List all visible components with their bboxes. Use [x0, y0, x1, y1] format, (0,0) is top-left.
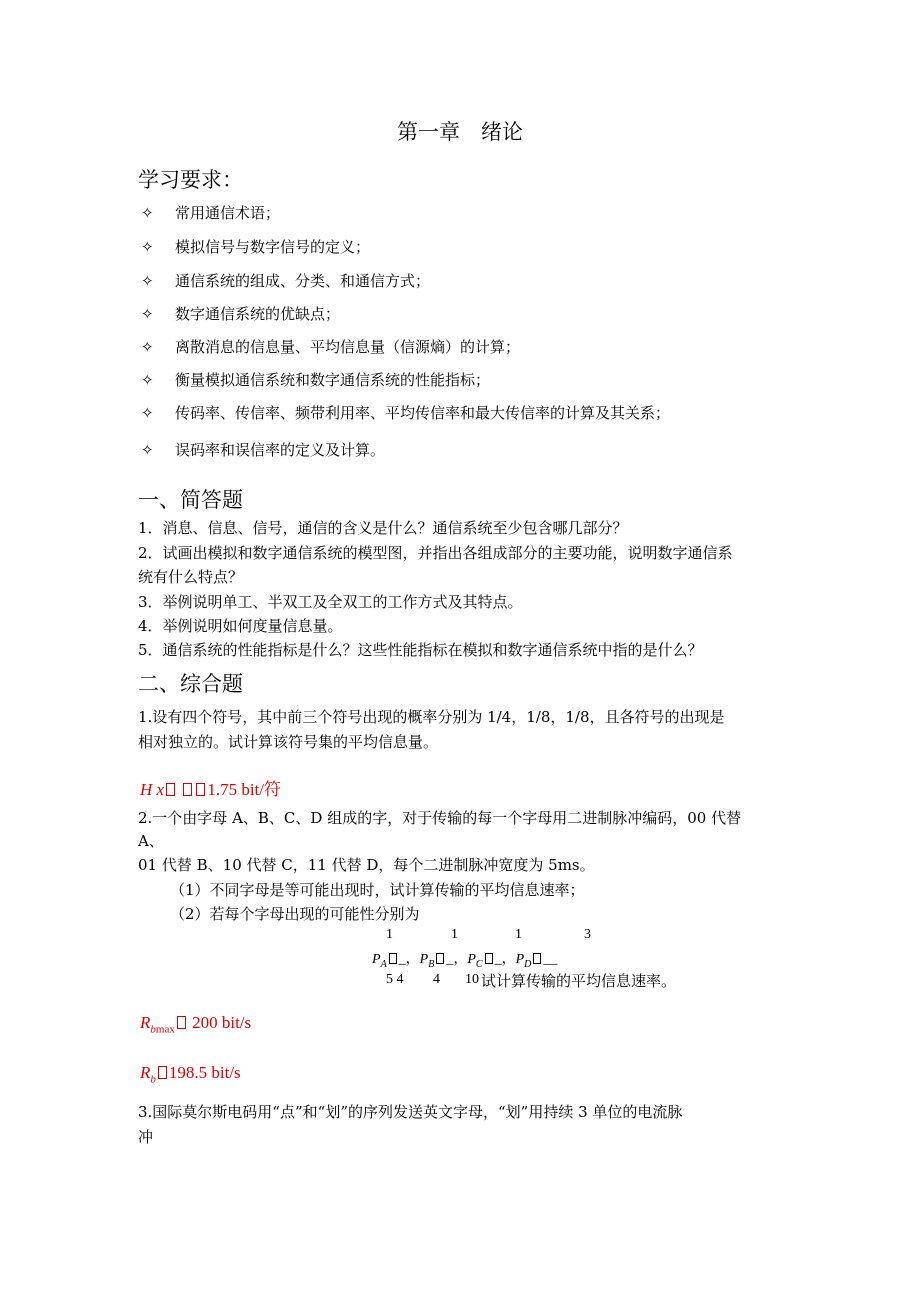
question-line: 3．举例说明单工、半双工及全双工的工作方式及其特点。 [138, 593, 523, 611]
question-line: （1）不同字母是等可能出现时，试计算传输的平均信息速率； [170, 881, 585, 899]
diamond-bullet-icon: ✧ [141, 272, 154, 290]
missing-glyph-icon [158, 1066, 167, 1079]
fraction-denominator: 10 [465, 972, 479, 987]
question-line: 统有什么特点？ [138, 568, 244, 586]
missing-glyph-icon [389, 953, 397, 964]
question-line: 2.一个由字母 A、B、C、D 组成的字，对于传输的每一个字母用二进制脉冲编码，00 代替 [138, 809, 742, 827]
question-line: 相对独立的。试计算该符号集的平均信息量。 [138, 733, 439, 751]
missing-glyph-icon [436, 953, 444, 964]
study-item: ✧ 误码率和误信率的定义及计算。 [141, 441, 386, 459]
question-line: 1．消息、信息、信号，通信的含义是什么？通信系统至少包含哪几部分？ [138, 519, 628, 537]
question-line: 试计算传输的平均信息速率。 [481, 972, 677, 990]
fraction-numerator: 1 [451, 927, 458, 942]
question-line: 2．试画出模拟和数字通信系统的模型图，并指出各组成部分的主要功能，说明数字通信系 [138, 544, 733, 562]
fraction-numerator: 1 [515, 927, 522, 942]
study-item: ✧ 模拟信号与数字信号的定义； [141, 238, 371, 256]
missing-glyph-icon [183, 783, 192, 796]
missing-glyph-icon [166, 783, 175, 796]
section-heading-comprehensive: 二、综合题 [138, 672, 243, 696]
study-item: ✧ 离散消息的信息量、平均信息量（信源熵）的计算； [141, 338, 521, 356]
missing-glyph-icon [177, 1016, 186, 1029]
diamond-bullet-icon: ✧ [141, 204, 154, 222]
diamond-bullet-icon: ✧ [141, 338, 154, 356]
section-heading-short-answer: 一、简答题 [138, 488, 243, 512]
diamond-bullet-icon: ✧ [141, 371, 154, 389]
question-line: 01 代替 B、10 代替 C，11 代替 D，每个二进制脉冲宽度为 5ms。 [138, 856, 595, 874]
answer-max-rate: $R_{bmax}$ 200 bit/s [140, 1013, 252, 1036]
diamond-bullet-icon: ✧ [141, 305, 154, 323]
answer-entropy: H x 1.75 bit/符 [140, 780, 281, 799]
study-requirements-heading: 学习要求： [138, 168, 243, 192]
study-item: ✧ 传码率、传信率、频带利用率、平均传信率和最大传信率的计算及其关系； [141, 404, 671, 422]
fraction-numerator: 1 [386, 927, 393, 942]
probability-expression: $P_A$ _，$P_B$ _，$P_C$ _，$P_D$ __ [372, 952, 558, 970]
diamond-bullet-icon: ✧ [141, 238, 154, 256]
missing-glyph-icon [533, 953, 541, 964]
answer-avg-rate: $R_b$ 198.5 bit/s [140, 1063, 241, 1086]
question-line: （2）若每个字母出现的可能性分别为 [170, 905, 420, 923]
study-item: ✧ 数字通信系统的优缺点； [141, 305, 341, 323]
missing-glyph-icon [485, 953, 493, 964]
question-line: 冲 [138, 1128, 154, 1146]
question-line: 4．举例说明如何度量信息量。 [138, 617, 343, 635]
fraction-numerator: 3 [584, 927, 591, 942]
question-line: 3.国际莫尔斯电码用“点”和“划”的序列发送英文字母，“划”用持续 3 单位的电流脉 [138, 1103, 683, 1121]
question-line: 1.设有四个符号，其中前三个符号出现的概率分别为 1/4，1/8，1/8，且各符号的出现是 [138, 708, 725, 726]
fraction-denominator: 4 [433, 972, 440, 987]
question-line: 5．通信系统的性能指标是什么？这些性能指标在模拟和数字通信系统中指的是什么？ [138, 641, 703, 659]
study-item: ✧ 通信系统的组成、分类、和通信方式； [141, 272, 431, 290]
fraction-denominator: 5 4 [386, 972, 404, 987]
missing-glyph-icon [196, 783, 205, 796]
study-item: ✧ 衡量模拟通信系统和数字通信系统的性能指标； [141, 371, 491, 389]
chapter-title: 第一章 绪论 [397, 120, 523, 144]
diamond-bullet-icon: ✧ [141, 441, 154, 459]
question-line: A、 [138, 832, 164, 850]
diamond-bullet-icon: ✧ [141, 404, 154, 422]
study-item: ✧ 常用通信术语； [141, 204, 281, 222]
